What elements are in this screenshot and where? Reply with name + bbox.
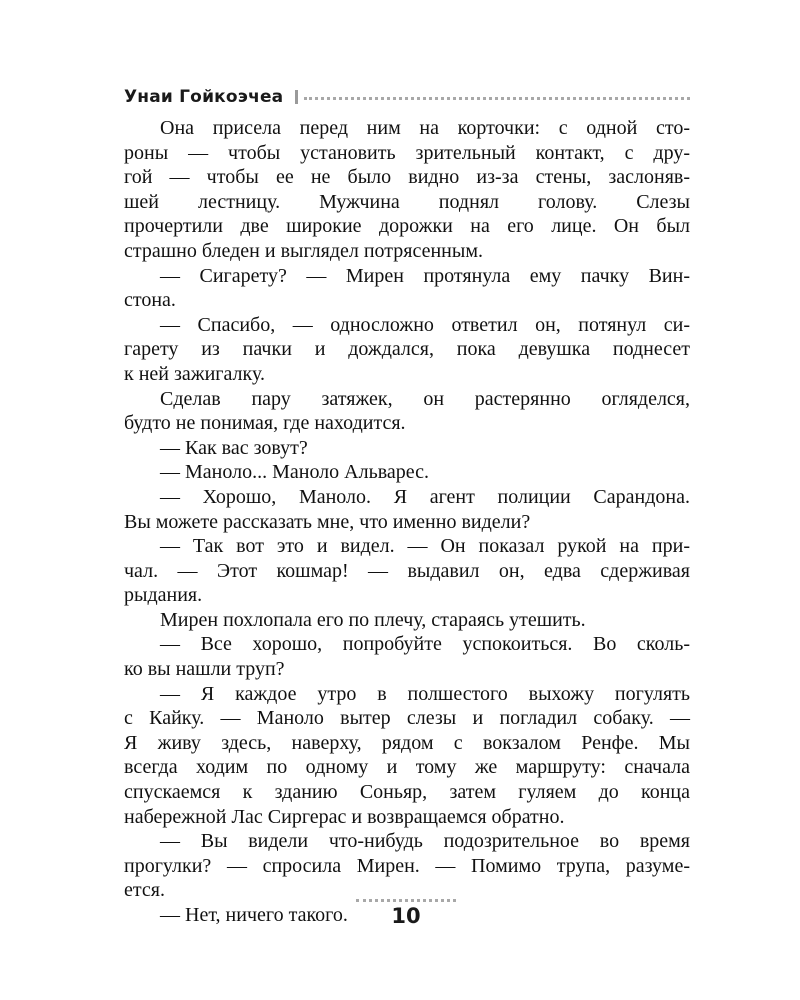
page-number: 10 (391, 904, 421, 928)
text-line: спускаемся к зданию Соньяр, затем гуляем до конца (124, 781, 690, 804)
text-line: — Все хорошо, попробуйте успокоиться. Во сколь- (160, 633, 690, 656)
text-line: гарету из пачки и дождался, пока девушка поднесет (124, 338, 690, 361)
text-line: прогулки? — спросила Мирен. — Помимо трупа, разуме- (124, 854, 690, 877)
text-line: — Хорошо, Маноло. Я агент полиции Сарандона. (160, 485, 690, 508)
text-line: — Маноло... Маноло Альварес. (160, 461, 430, 484)
text-line: — Вы видели что-нибудь подозрительное во время (160, 830, 690, 853)
text-line: ко вы нашли труп? (124, 658, 285, 681)
text-line: — Сигарету? — Мирен протянула ему пачку Вин- (160, 264, 690, 287)
footer-dotted-rule (356, 899, 456, 902)
text-line: Мирен похлопала его по плечу, стараясь утешить. (160, 608, 586, 631)
text-line: — Я каждое утро в полшестого выхожу погулять (160, 682, 690, 705)
text-line: к ней зажигалку. (124, 362, 265, 385)
text-line: рыдания. (124, 584, 203, 607)
text-line: набережной Лас Сиргерас и возвращаемся обратно. (124, 805, 565, 828)
text-line: — Спасибо, — односложно ответил он, потянул си- (160, 313, 690, 336)
text-line: — Как вас зовут? (160, 436, 308, 459)
text-line: чал. — Этот кошмар! — выдавил он, едва сдерживая (124, 559, 690, 582)
text-line: шей лестницу. Мужчина поднял голову. Слезы (124, 190, 690, 213)
text-line: прочертили две широкие дорожки на его лице. Он был (124, 215, 690, 238)
header-separator (295, 90, 298, 104)
text-line: Она присела перед ним на корточки: с одной сто- (160, 117, 690, 139)
text-line: с Кайку. — Маноло вытер слезы и погладил собаку. — (124, 707, 690, 730)
text-line: будто не понимая, где находится. (124, 412, 406, 435)
running-header (124, 84, 690, 110)
text-line: Сделав пару затяжек, он растерянно огляделся, (160, 387, 690, 410)
text-line: Я живу здесь, наверху, рядом с вокзалом Ренфе. Мы (124, 731, 690, 754)
text-line: — Так вот это и видел. — Он показал рукой на при- (160, 535, 690, 558)
text-line: роны — чтобы установить зрительный контакт, с дру- (124, 141, 690, 164)
text-line: гой — чтобы ее не было видно из-за стены, заслоняв- (124, 166, 690, 189)
text-line: Вы можете рассказать мне, что именно видели? (124, 510, 531, 533)
text-line: стона. (124, 289, 176, 312)
text-line: страшно бледен и выглядел потрясенным. (124, 239, 483, 262)
text-line: — Нет, ничего такого. (160, 904, 348, 926)
author-name: Унаи Гойкоэчеа (124, 87, 284, 107)
page-body-text (124, 116, 690, 928)
text-line: всегда ходим по одному и тому же маршруту: сначала (124, 756, 690, 779)
header-dotted-rule (304, 97, 690, 100)
text-line: ется. (124, 879, 165, 902)
